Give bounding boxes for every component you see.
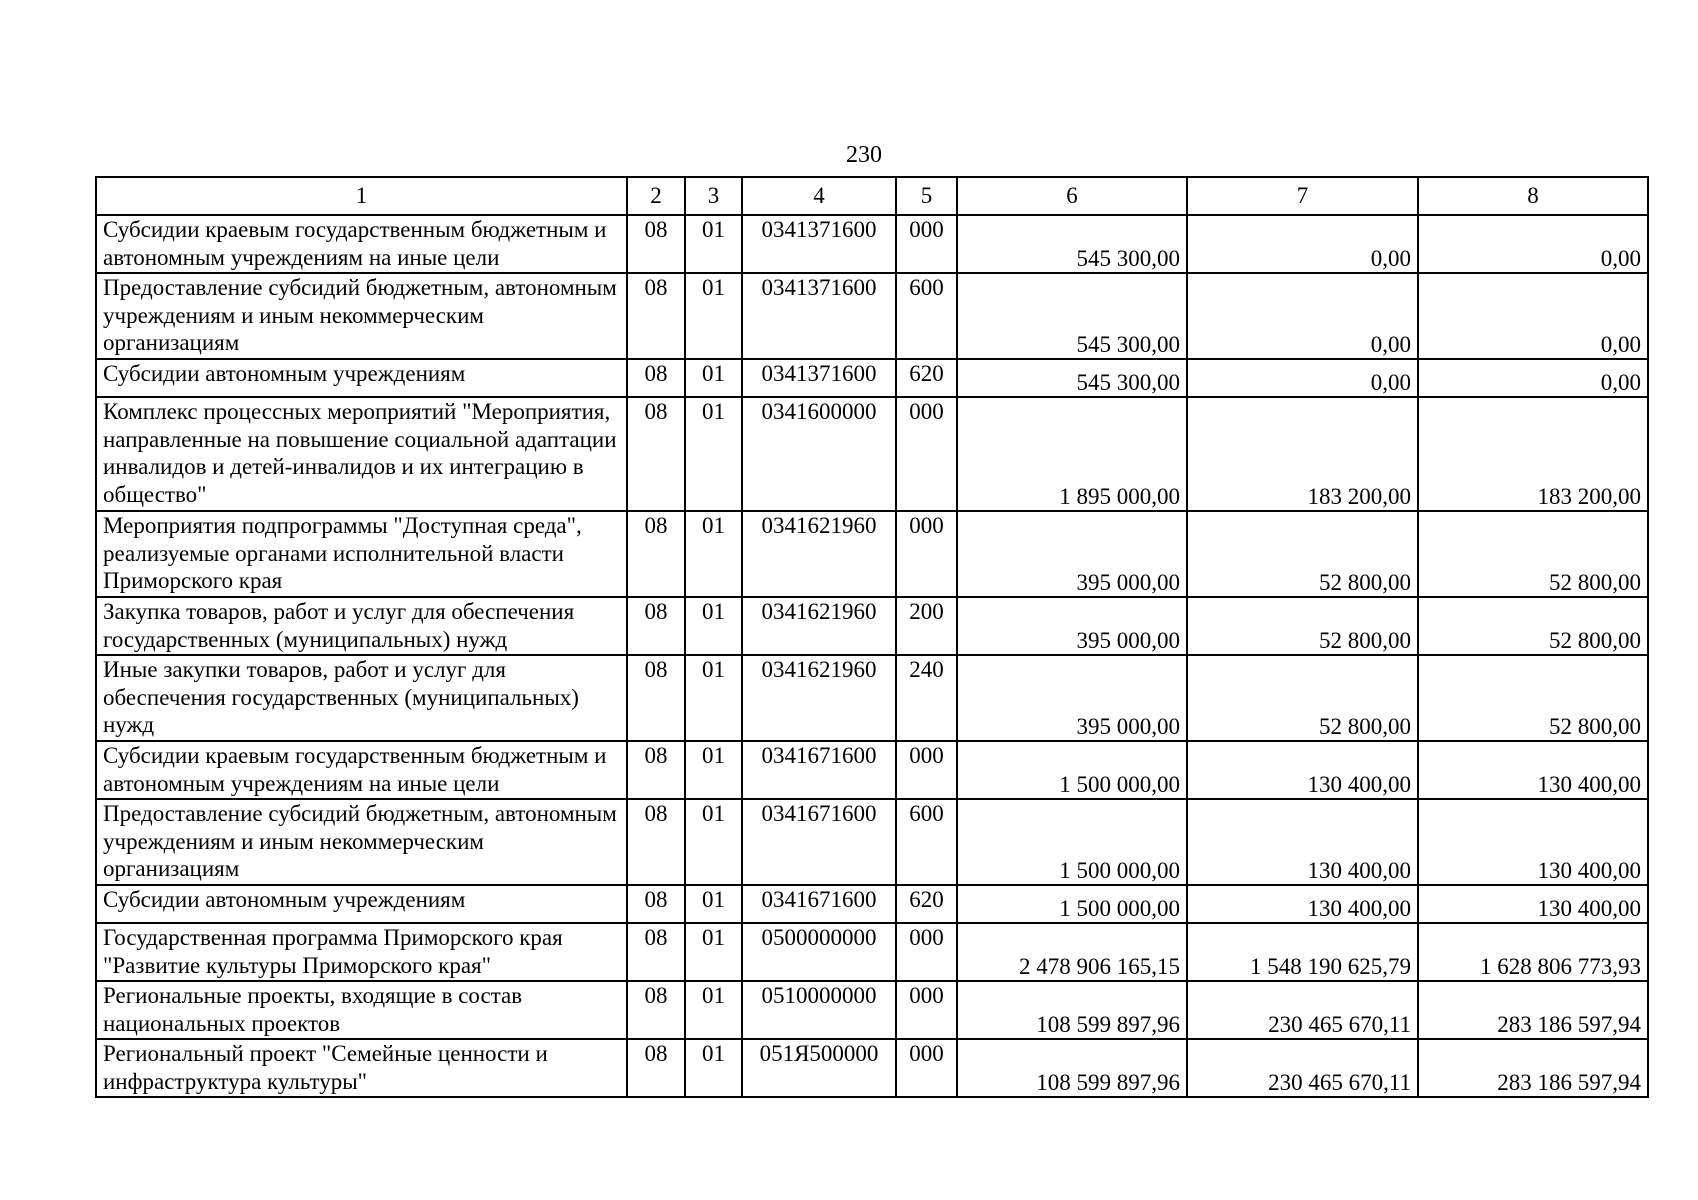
row-amount-col8: 52 800,00 [1418,655,1648,741]
row-expense-type: 240 [896,655,957,741]
row-target-code: 0341621960 [742,511,896,597]
header-row [96,177,1648,215]
row-amount-col6: 108 599 897,96 [957,981,1187,1039]
row-subsection: 01 [685,359,742,397]
row-amount-col8: 283 186 597,94 [1418,1039,1648,1097]
row-subsection: 01 [685,597,742,655]
row-amount-col8: 283 186 597,94 [1418,981,1648,1039]
row-expense-type: 620 [896,359,957,397]
row-subsection: 01 [685,273,742,359]
row-amount-col6: 2 478 906 165,15 [957,923,1187,981]
table-row [96,511,1648,597]
row-expense-type: 620 [896,885,957,923]
table-row [96,741,1648,799]
row-name: Субсидии краевым государственным бюджетным и автономным учреждениям на иные цели [96,215,627,273]
row-amount-col6: 1 895 000,00 [957,397,1187,511]
row-name: Мероприятия подпрограммы "Доступная среда", реализуемые органами исполнительной власти Приморского края [96,511,627,597]
table-row [96,215,1648,273]
row-amount-col7: 0,00 [1187,215,1418,273]
row-target-code: 0341371600 [742,359,896,397]
row-section: 08 [627,511,685,597]
page-number: 230 [846,142,882,168]
row-section: 08 [627,741,685,799]
table-row [96,359,1648,397]
table-row [96,273,1648,359]
table-row [96,655,1648,741]
row-subsection: 01 [685,511,742,597]
row-name: Государственная программа Приморского края "Развитие культуры Приморского края" [96,923,627,981]
row-expense-type: 000 [896,981,957,1039]
row-subsection: 01 [685,215,742,273]
row-section: 08 [627,1039,685,1097]
header-col-7: 7 [1187,177,1418,215]
header-col-1: 1 [96,177,627,215]
row-target-code: 0341671600 [742,799,896,885]
row-amount-col6: 395 000,00 [957,655,1187,741]
row-target-code: 0341600000 [742,397,896,511]
row-amount-col8: 130 400,00 [1418,885,1648,923]
table-row [96,885,1648,923]
row-target-code: 0341671600 [742,741,896,799]
row-amount-col7: 130 400,00 [1187,885,1418,923]
row-amount-col6: 395 000,00 [957,597,1187,655]
row-target-code: 0341621960 [742,655,896,741]
row-name: Субсидии автономным учреждениям [96,885,627,923]
row-amount-col7: 52 800,00 [1187,655,1418,741]
row-section: 08 [627,397,685,511]
table-body [96,215,1648,1097]
row-expense-type: 000 [896,923,957,981]
row-target-code: 0500000000 [742,923,896,981]
row-amount-col6: 1 500 000,00 [957,799,1187,885]
row-amount-col8: 52 800,00 [1418,597,1648,655]
row-section: 08 [627,981,685,1039]
row-subsection: 01 [685,799,742,885]
row-amount-col7: 0,00 [1187,273,1418,359]
table-row [96,597,1648,655]
row-expense-type: 000 [896,215,957,273]
row-amount-col8: 183 200,00 [1418,397,1648,511]
row-name: Региональные проекты, входящие в состав национальных проектов [96,981,627,1039]
row-amount-col8: 0,00 [1418,273,1648,359]
row-expense-type: 000 [896,741,957,799]
row-section: 08 [627,215,685,273]
row-subsection: 01 [685,1039,742,1097]
row-amount-col7: 130 400,00 [1187,741,1418,799]
row-amount-col6: 395 000,00 [957,511,1187,597]
row-subsection: 01 [685,741,742,799]
header-col-8: 8 [1418,177,1648,215]
row-amount-col7: 230 465 670,11 [1187,981,1418,1039]
row-amount-col7: 0,00 [1187,359,1418,397]
row-section: 08 [627,597,685,655]
row-section: 08 [627,885,685,923]
row-amount-col8: 0,00 [1418,215,1648,273]
row-amount-col7: 1 548 190 625,79 [1187,923,1418,981]
row-subsection: 01 [685,981,742,1039]
header-col-3: 3 [685,177,742,215]
table-row [96,923,1648,981]
row-amount-col6: 1 500 000,00 [957,885,1187,923]
row-section: 08 [627,923,685,981]
row-target-code: 0341671600 [742,885,896,923]
row-amount-col8: 130 400,00 [1418,799,1648,885]
row-expense-type: 000 [896,1039,957,1097]
row-name: Региональный проект "Семейные ценности и инфраструктура культуры" [96,1039,627,1097]
header-col-5: 5 [896,177,957,215]
row-expense-type: 600 [896,799,957,885]
header-col-2: 2 [627,177,685,215]
row-name: Предоставление субсидий бюджетным, автономным учреждениям и иным некоммерческим организациям [96,273,627,359]
header-col-6: 6 [957,177,1187,215]
row-section: 08 [627,273,685,359]
row-section: 08 [627,655,685,741]
row-target-code: 0341621960 [742,597,896,655]
row-expense-type: 600 [896,273,957,359]
row-expense-type: 000 [896,511,957,597]
row-subsection: 01 [685,397,742,511]
table-row [96,981,1648,1039]
row-name: Комплекс процессных мероприятий "Мероприятия, направленные на повышение социальной адаптации инвалидов и детей-инвалидов и их интеграцию в общество" [96,397,627,511]
row-name: Субсидии краевым государственным бюджетным и автономным учреждениям на иные цели [96,741,627,799]
row-target-code: 051Я500000 [742,1039,896,1097]
row-amount-col6: 1 500 000,00 [957,741,1187,799]
row-target-code: 0341371600 [742,273,896,359]
row-amount-col6: 108 599 897,96 [957,1039,1187,1097]
table-row [96,799,1648,885]
row-name: Иные закупки товаров, работ и услуг для обеспечения государственных (муниципальных) нужд [96,655,627,741]
row-section: 08 [627,359,685,397]
row-name: Предоставление субсидий бюджетным, автономным учреждениям и иным некоммерческим организациям [96,799,627,885]
row-amount-col7: 230 465 670,11 [1187,1039,1418,1097]
row-amount-col7: 130 400,00 [1187,799,1418,885]
row-name: Субсидии автономным учреждениям [96,359,627,397]
row-subsection: 01 [685,885,742,923]
table-row [96,397,1648,511]
row-amount-col7: 183 200,00 [1187,397,1418,511]
row-expense-type: 200 [896,597,957,655]
row-section: 08 [627,799,685,885]
budget-table [95,176,1649,1098]
row-amount-col8: 130 400,00 [1418,741,1648,799]
row-amount-col6: 545 300,00 [957,273,1187,359]
row-target-code: 0341371600 [742,215,896,273]
row-amount-col6: 545 300,00 [957,215,1187,273]
row-subsection: 01 [685,923,742,981]
row-name: Закупка товаров, работ и услуг для обеспечения государственных (муниципальных) нужд [96,597,627,655]
row-amount-col7: 52 800,00 [1187,511,1418,597]
row-amount-col8: 1 628 806 773,93 [1418,923,1648,981]
row-amount-col8: 52 800,00 [1418,511,1648,597]
table-row [96,1039,1648,1097]
row-amount-col6: 545 300,00 [957,359,1187,397]
row-amount-col8: 0,00 [1418,359,1648,397]
row-subsection: 01 [685,655,742,741]
row-amount-col7: 52 800,00 [1187,597,1418,655]
row-expense-type: 000 [896,397,957,511]
header-col-4: 4 [742,177,896,215]
row-target-code: 0510000000 [742,981,896,1039]
